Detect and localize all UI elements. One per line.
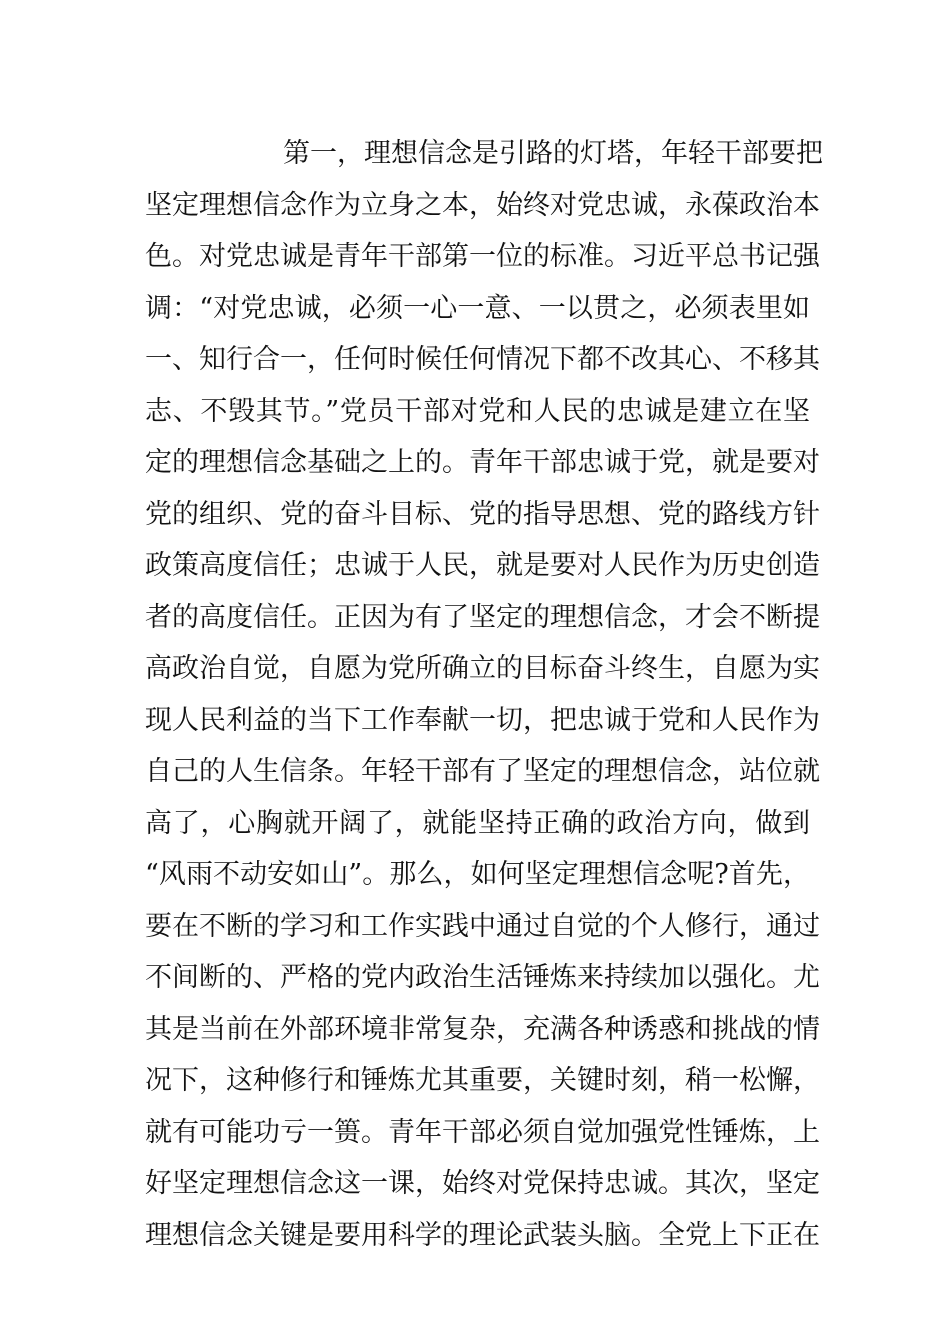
paragraph-line: 高了，心胸就开阔了，就能坚持正确的政治方向，做到 <box>145 807 810 839</box>
paragraph-line: 色。对党忠诚是青年干部第一位的标准。习近平总书记强 <box>145 241 820 272</box>
paragraph-line: 第一，理想信念是引路的灯塔，年轻干部要把 <box>283 138 823 169</box>
paragraph-line: 坚定理想信念作为立身之本，始终对党忠诚，永葆政治本 <box>145 189 820 221</box>
paragraph-line: 自己的人生信条。年轻干部有了坚定的理想信念，站位就 <box>145 756 820 787</box>
paragraph-line: 者的高度信任。正因为有了坚定的理想信念，才会不断提 <box>145 601 820 633</box>
paragraph-line: 就有可能功亏一篑。青年干部必须自觉加强党性锤炼，上 <box>145 1116 820 1148</box>
paragraph-line: 不间断的、严格的党内政治生活锤炼来持续加以强化。尤 <box>145 962 820 993</box>
paragraph-line: 志、不毁其节。”党员干部对党和人民的忠诚是建立在坚 <box>145 395 810 427</box>
paragraph-line: “风雨不动安如山”。那么，如何坚定理想信念呢?首先， <box>145 859 810 890</box>
paragraph-line: 要在不断的学习和工作实践中通过自觉的个人修行，通过 <box>145 910 820 942</box>
paragraph-line: 调：“对党忠诚，必须一心一意、一以贯之，必须表里如 <box>145 292 810 324</box>
paragraph-line: 政策高度信任；忠诚于人民，就是要对人民作为历史创造 <box>145 550 820 581</box>
paragraph-line: 定的理想信念基础之上的。青年干部忠诚于党，就是要对 <box>145 447 820 478</box>
paragraph-line: 其是当前在外部环境非常复杂，充满各种诱惑和挑战的情 <box>145 1013 820 1045</box>
paragraph-line: 党的组织、党的奋斗目标、党的指导思想、党的路线方针 <box>145 498 820 530</box>
paragraph-line: 理想信念关键是要用科学的理论武装头脑。全党上下正在 <box>145 1219 820 1251</box>
paragraph-line: 况下，这种修行和锤炼尤其重要，关键时刻，稍一松懈， <box>145 1065 820 1096</box>
body-paragraph <box>145 128 823 1261</box>
paragraph-line: 好坚定理想信念这一课，始终对党保持忠诚。其次，坚定 <box>145 1168 820 1199</box>
paragraph-line: 高政治自觉，自愿为党所确立的目标奋斗终生，自愿为实 <box>145 653 820 684</box>
paragraph-line: 现人民利益的当下工作奉献一切，把忠诚于党和人民作为 <box>145 704 820 736</box>
paragraph-line: 一、知行合一，任何时候任何情况下都不改其心、不移其 <box>145 344 820 375</box>
